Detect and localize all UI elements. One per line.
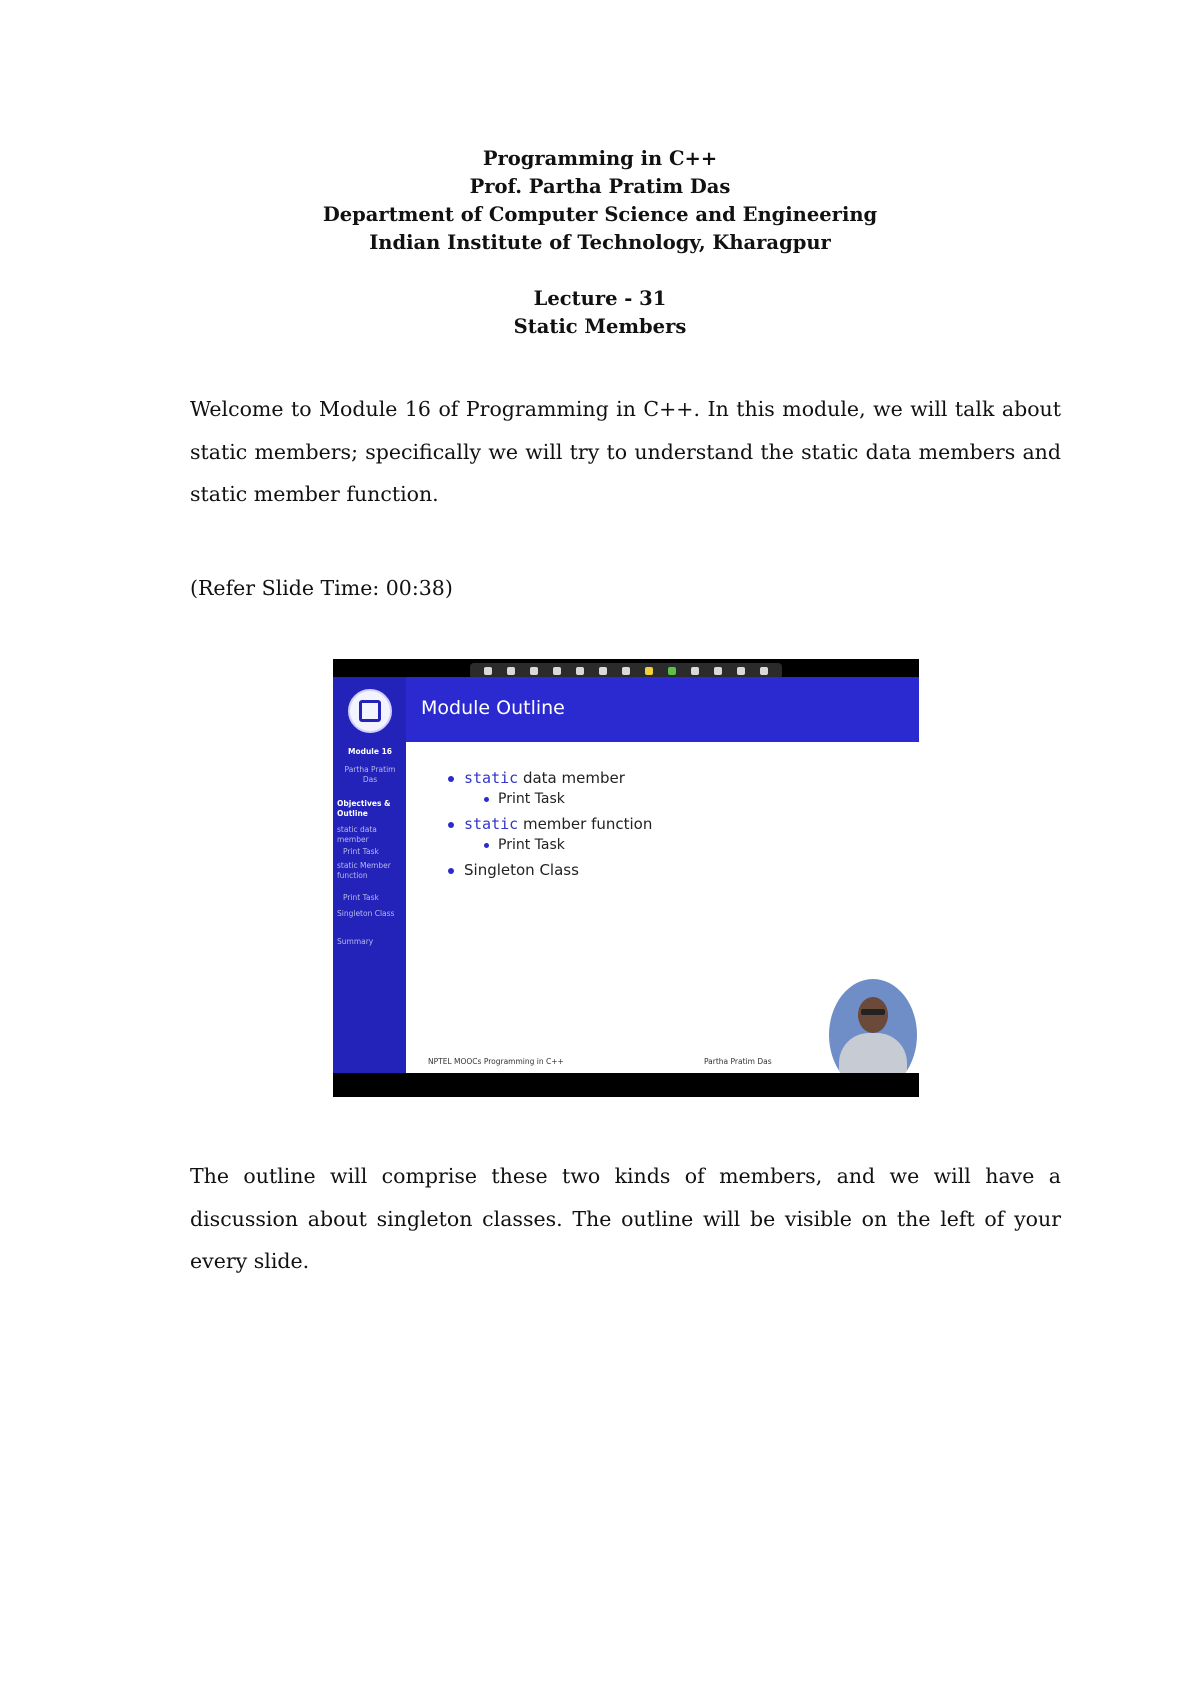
outline-list: [446, 768, 652, 881]
toolbar-button-icon[interactable]: [622, 667, 630, 675]
slide-bottom-bar: [333, 1073, 919, 1097]
outline-paragraph: The outline will comprise these two kinds of members, and we will have a discussion about singleton classes. The outline will be visible on the left of your every slide.: [190, 1164, 1061, 1273]
lecture-number: Lecture - 31: [533, 287, 667, 310]
lecture-heading: [0, 285, 1200, 341]
iit-logo-icon: [348, 689, 392, 733]
toolbar-button-icon[interactable]: [553, 667, 561, 675]
toolbar-button-icon[interactable]: [714, 667, 722, 675]
toolbar-button-icon[interactable]: [599, 667, 607, 675]
slide-footer-right: Partha Pratim Das: [704, 1057, 772, 1066]
highlighter-icon[interactable]: [645, 667, 653, 675]
sidebar-item-static-member: static Member function: [337, 861, 391, 880]
outline-subitem: Print Task: [446, 789, 652, 810]
sidebar-item-objectives: Objectives & Outline: [337, 799, 391, 818]
slide-footer-left: NPTEL MOOCs Programming in C++: [428, 1057, 564, 1066]
outline-item: Singleton Class: [446, 860, 652, 881]
sidebar-item-singleton: Singleton Class: [337, 909, 395, 918]
toolbar-button-icon[interactable]: [576, 667, 584, 675]
toolbar-button-icon[interactable]: [737, 667, 745, 675]
course-title: Programming in C++: [482, 147, 718, 170]
slide-title-bar: [406, 677, 919, 742]
sidebar-item-static-data: static data member: [337, 825, 377, 844]
sidebar-item-summary: Summary: [337, 937, 374, 946]
outline-item-text: member function: [518, 815, 653, 833]
outline-item: [446, 768, 652, 789]
toolbar-button-icon[interactable]: [507, 667, 515, 675]
refer-slide-time: (Refer Slide Time: 00:38): [190, 576, 453, 600]
sidebar-module: Module 16: [347, 747, 393, 756]
document-header: [0, 145, 1200, 257]
slide-title: Module Outline: [421, 697, 565, 719]
sidebar-author: Partha Pratim Das: [344, 765, 396, 784]
keyword-static: static: [464, 769, 519, 787]
pen-icon[interactable]: [668, 667, 676, 675]
professor-name: Prof. Partha Pratim Das: [469, 175, 731, 198]
toolbar-button-icon[interactable]: [760, 667, 768, 675]
outline-item: [446, 814, 652, 835]
institute-name: Indian Institute of Technology, Kharagpur: [369, 231, 831, 254]
toolbar-button-icon[interactable]: [691, 667, 699, 675]
toolbar-button-icon[interactable]: [484, 667, 492, 675]
sidebar-item-print-task: Print Task: [343, 847, 379, 856]
outline-item-text: data member: [518, 769, 625, 787]
keyword-static: static: [464, 815, 519, 833]
department-name: Department of Computer Science and Engineering: [322, 203, 878, 226]
lecture-title: Static Members: [513, 315, 687, 338]
slide-sidebar: [333, 677, 406, 1073]
sidebar-item-print-task: Print Task: [343, 893, 379, 902]
slide-image: [333, 659, 919, 1097]
toolbar-button-icon[interactable]: [530, 667, 538, 675]
intro-paragraph: Welcome to Module 16 of Programming in C++. In this module, we will talk about static members; specifically we will try to understand the static data members and static member function.: [190, 397, 1061, 506]
outline-subitem: Print Task: [446, 835, 652, 856]
